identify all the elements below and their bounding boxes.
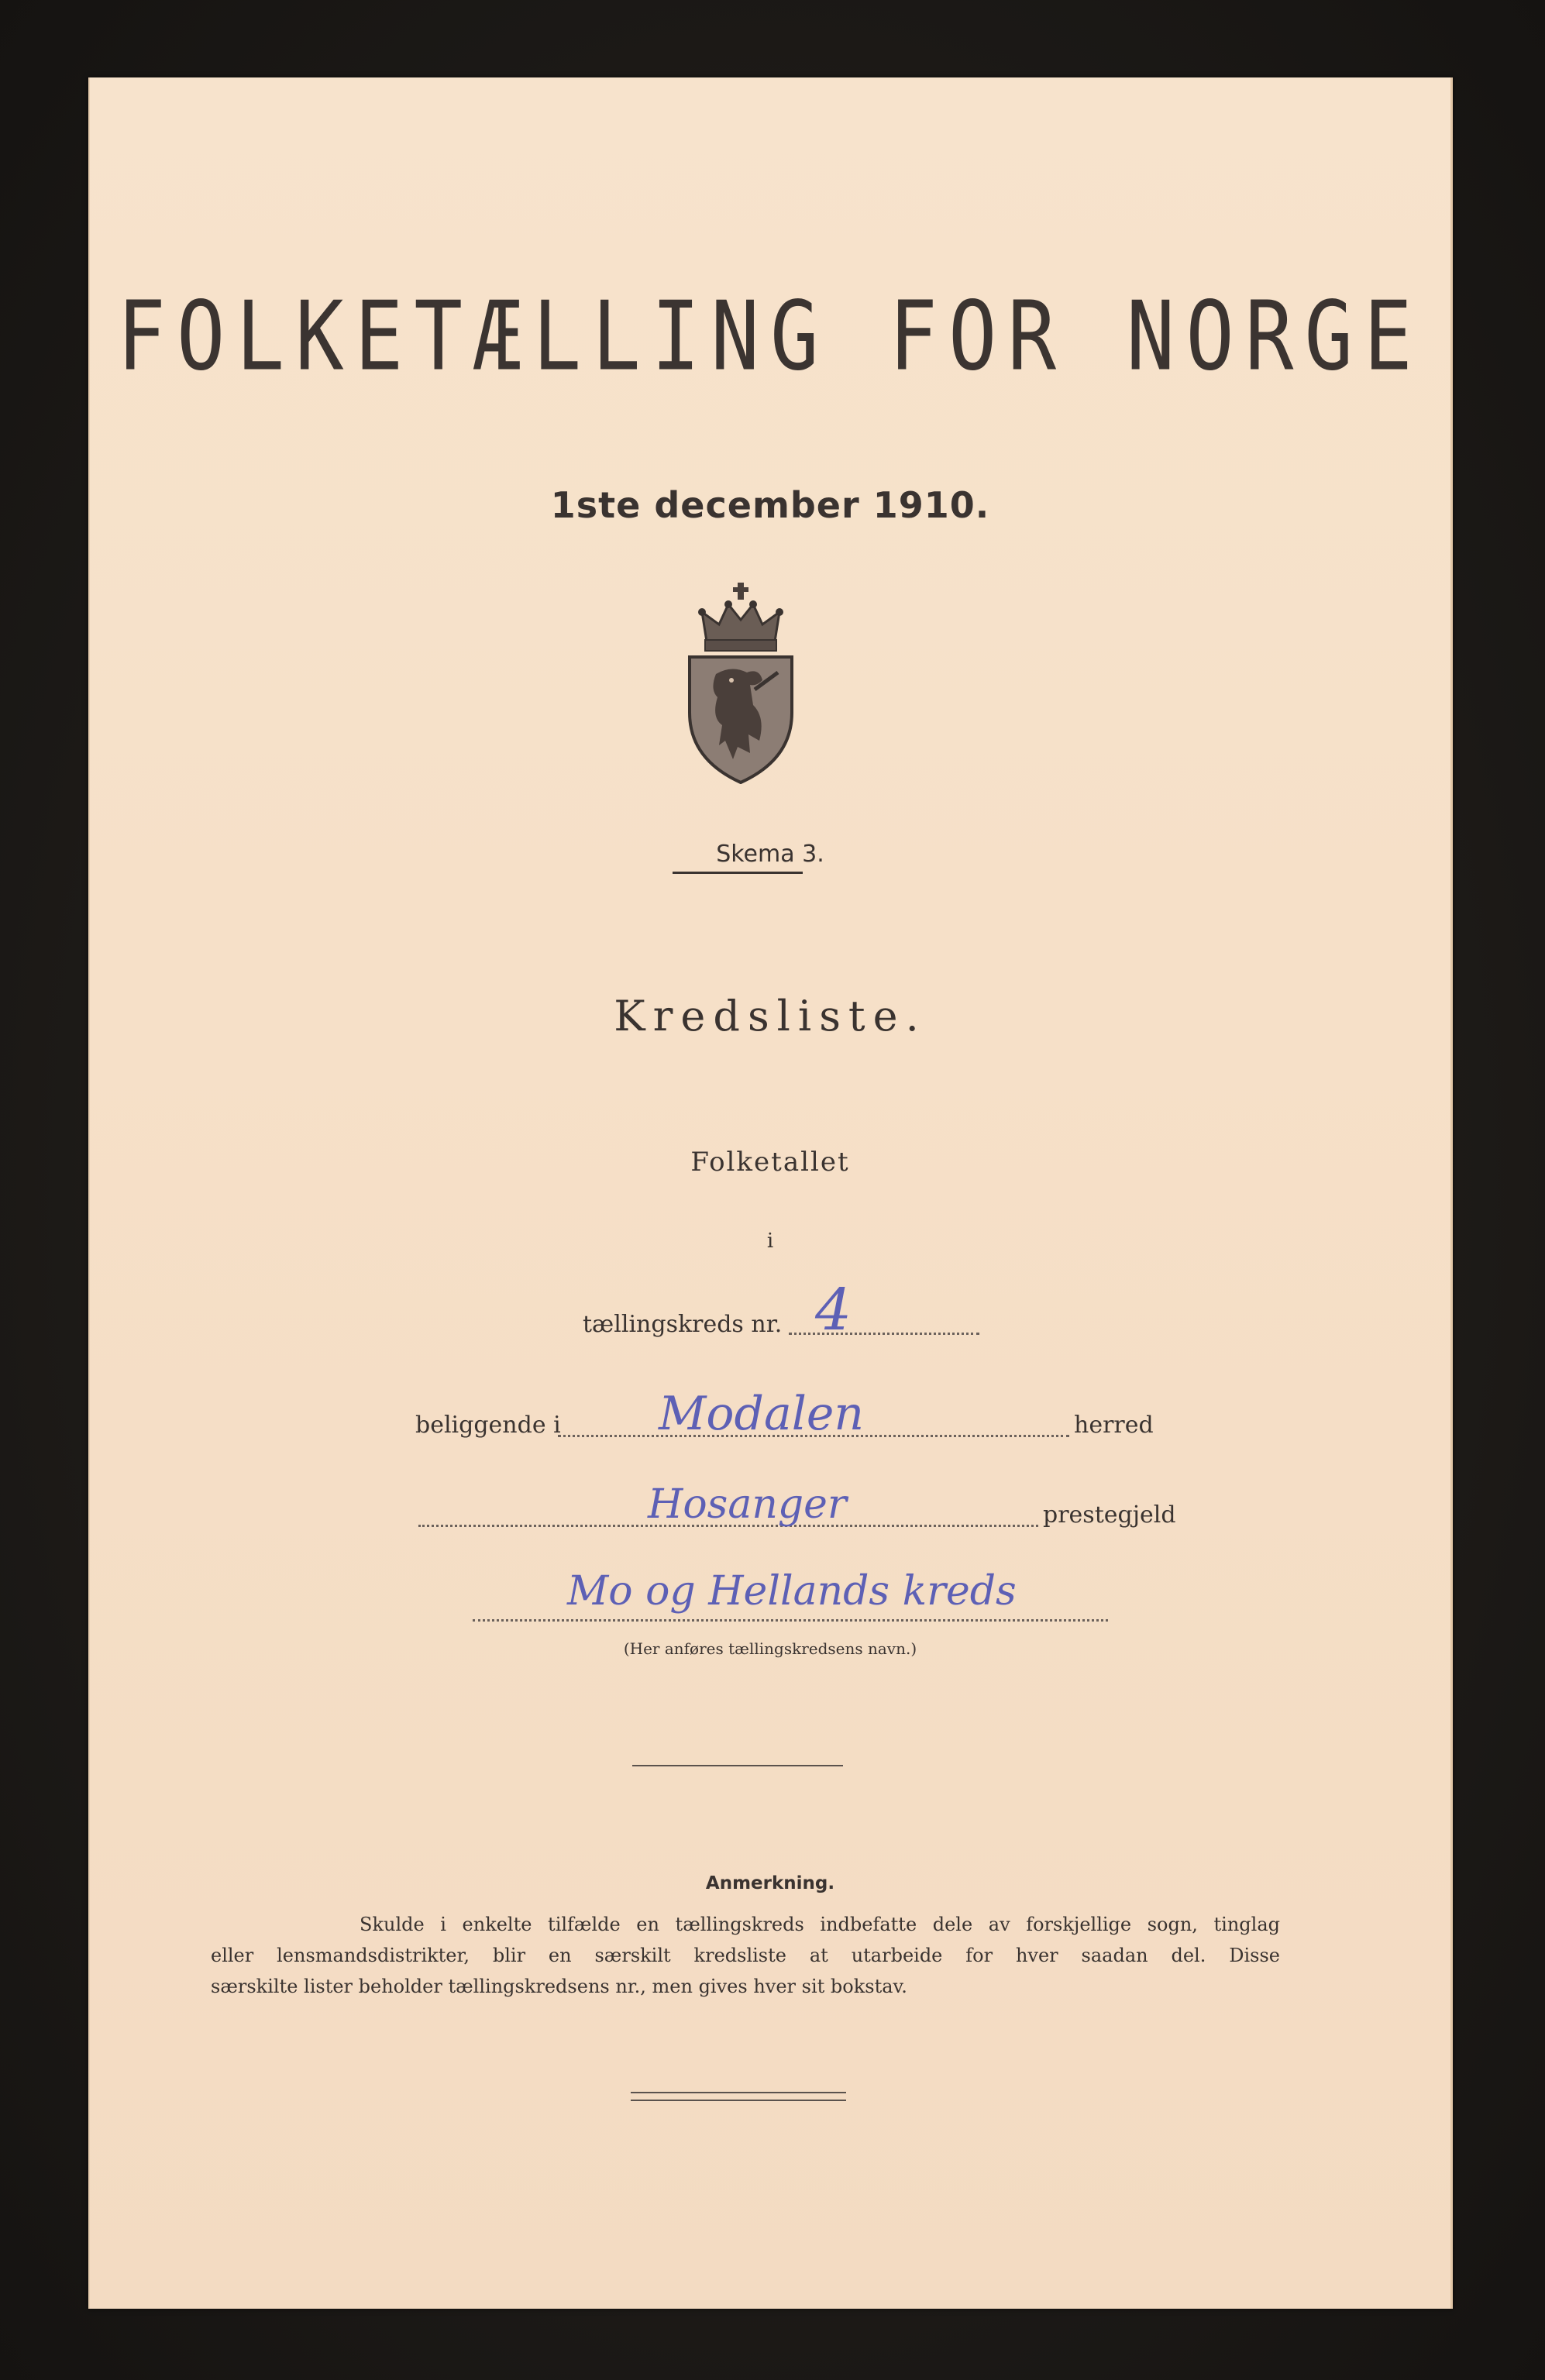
schema-number: Skema 3. — [716, 841, 824, 868]
schema-underline — [673, 872, 803, 874]
remark-title: Anmerkning. — [705, 1873, 835, 1893]
census-date: 1ste december 1910. — [550, 484, 990, 526]
municipality-value[interactable]: Modalen — [659, 1387, 865, 1441]
remark-line-3: særskilte lister beholder tællingskredsens nr., men gives hver sit bokstav. — [211, 1976, 907, 1997]
district-name-line — [473, 1619, 1108, 1622]
municipality-suffix: herred — [1074, 1412, 1154, 1439]
list-title: Kredsliste. — [614, 992, 927, 1040]
population-heading: Folketallet — [690, 1147, 850, 1178]
parish-value[interactable]: Hosanger — [648, 1481, 847, 1528]
remark-line-1: Skulde i enkelte tilfælde en tællingskreds indbefatte dele av forskjellige sogn, tinglag — [360, 1914, 1280, 1935]
connector-word: i — [766, 1230, 774, 1253]
section-divider — [632, 1765, 843, 1766]
bottom-divider-top — [631, 2092, 846, 2093]
located-in-label: beliggende i — [415, 1412, 561, 1439]
remark-line-2: eller lensmandsdistrikter, blir en særskilt kredsliste at utarbeide for hver saadan del. Disse — [211, 1945, 1280, 1966]
bottom-divider-bottom — [631, 2100, 846, 2101]
form-title: FOLKETÆLLING FOR NORGE — [117, 280, 1423, 392]
census-form-page — [88, 77, 1453, 2309]
parish-suffix: prestegjeld — [1043, 1501, 1176, 1529]
district-number-value[interactable]: 4 — [815, 1277, 852, 1343]
district-name-note: (Her anføres tællingskredsens navn.) — [623, 1639, 917, 1658]
district-number-label: tællingskreds nr. — [583, 1311, 783, 1338]
norwegian-coat-of-arms-icon — [685, 581, 797, 784]
district-name-value[interactable]: Mo og Hellands kreds — [567, 1568, 1017, 1615]
